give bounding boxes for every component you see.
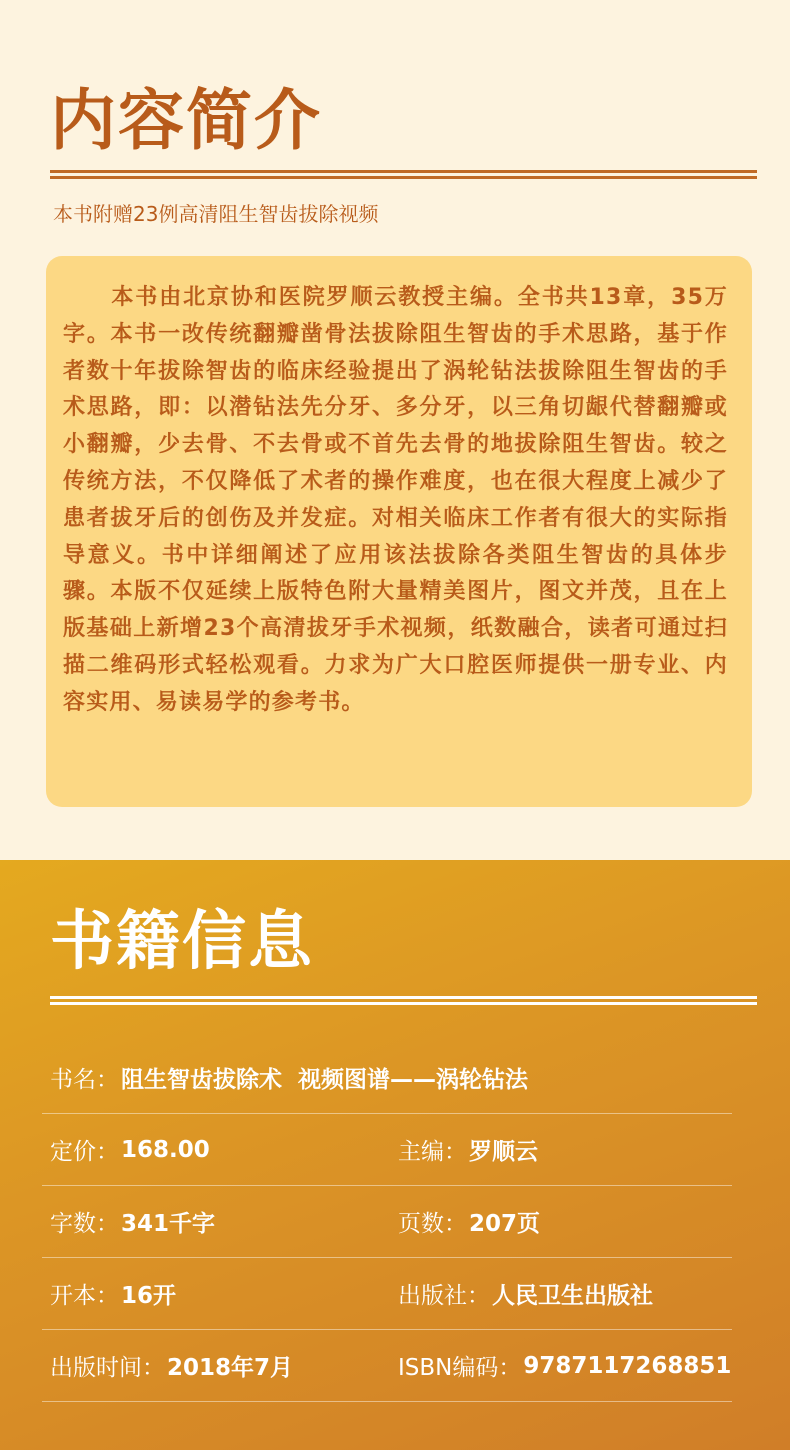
book-format-label: 开本：: [50, 1283, 119, 1309]
book-date-label: 出版时间：: [50, 1355, 165, 1381]
book-isbn-value: 9787117268851: [523, 1352, 732, 1379]
book-info-title-divider: [50, 996, 757, 1006]
book-price-value: 168.00: [121, 1136, 210, 1163]
book-info-title: 书籍信息: [50, 904, 314, 979]
info-row-price: [42, 1114, 732, 1186]
intro-title-divider: [50, 170, 757, 180]
info-row-date: [42, 1330, 732, 1402]
intro-subtitle: 本书附赠23例高清阻生智齿拔除视频: [53, 202, 379, 226]
book-words-value: 341千字: [121, 1211, 216, 1237]
info-row-format: [42, 1258, 732, 1330]
book-isbn-label: ISBN编码：: [398, 1355, 522, 1381]
book-pages: [398, 1186, 540, 1257]
book-pages-value: 207页: [469, 1211, 541, 1237]
summary-text: 本书由北京协和医院罗顺云教授主编。全书共13章，35万字。本书一改传统翻瓣凿骨法拔除阻生智齿的手术思路，基于作者数十年拔除智齿的临床经验提出了涡轮钻法拔除阻生智齿的手术思路，即：以潜钻法先分牙、多分牙，以三角切龈代替翻瓣或小翻瓣，少去骨、不去骨或不首先去骨的地拔除阻生智齿。较之传统方法，不仅降低了术者的操作难度，也在很大程度上减少了患者拔牙后的创伤及并发症。对相关临床工作者有很大的实际指导意义。书中详细阐述了应用该法拔除各类阻生智齿的具体步骤。本版不仅延续上版特色附大量精美图片，图文并茂，且在上版基础上新增23个高清拔牙手术视频，纸数融合，读者可通过扫描二维码形式轻松观看。力求为广大口腔医师提供一册专业、内容实用、易读易学的参考书。: [63, 285, 728, 715]
book-publisher-label: 出版社：: [398, 1283, 490, 1309]
book-editor-value: 罗顺云: [469, 1139, 538, 1165]
book-format-value: 16开: [121, 1283, 177, 1309]
intro-title: 内容简介: [50, 81, 322, 159]
book-info-section: [0, 860, 790, 1450]
book-name: [50, 1042, 528, 1113]
book-publisher: [398, 1258, 653, 1329]
book-publisher-value: 人民卫生出版社: [492, 1283, 653, 1309]
book-name-label: 书名：: [50, 1067, 119, 1093]
info-row-name: [42, 1042, 732, 1114]
summary-box: [46, 256, 752, 807]
book-editor: [398, 1114, 538, 1185]
book-name-value: 阻生智齿拔除术 视频图谱——涡轮钻法: [121, 1067, 529, 1093]
book-words: [50, 1186, 215, 1257]
book-pages-label: 页数：: [398, 1211, 467, 1237]
book-price: [50, 1114, 210, 1185]
book-format: [50, 1258, 176, 1329]
book-price-label: 定价：: [50, 1139, 119, 1165]
book-isbn: [398, 1330, 731, 1401]
book-date-value: 2018年7月: [167, 1355, 294, 1381]
book-date: [50, 1330, 293, 1401]
book-words-label: 字数：: [50, 1211, 119, 1237]
book-editor-label: 主编：: [398, 1139, 467, 1165]
info-row-words: [42, 1186, 732, 1258]
